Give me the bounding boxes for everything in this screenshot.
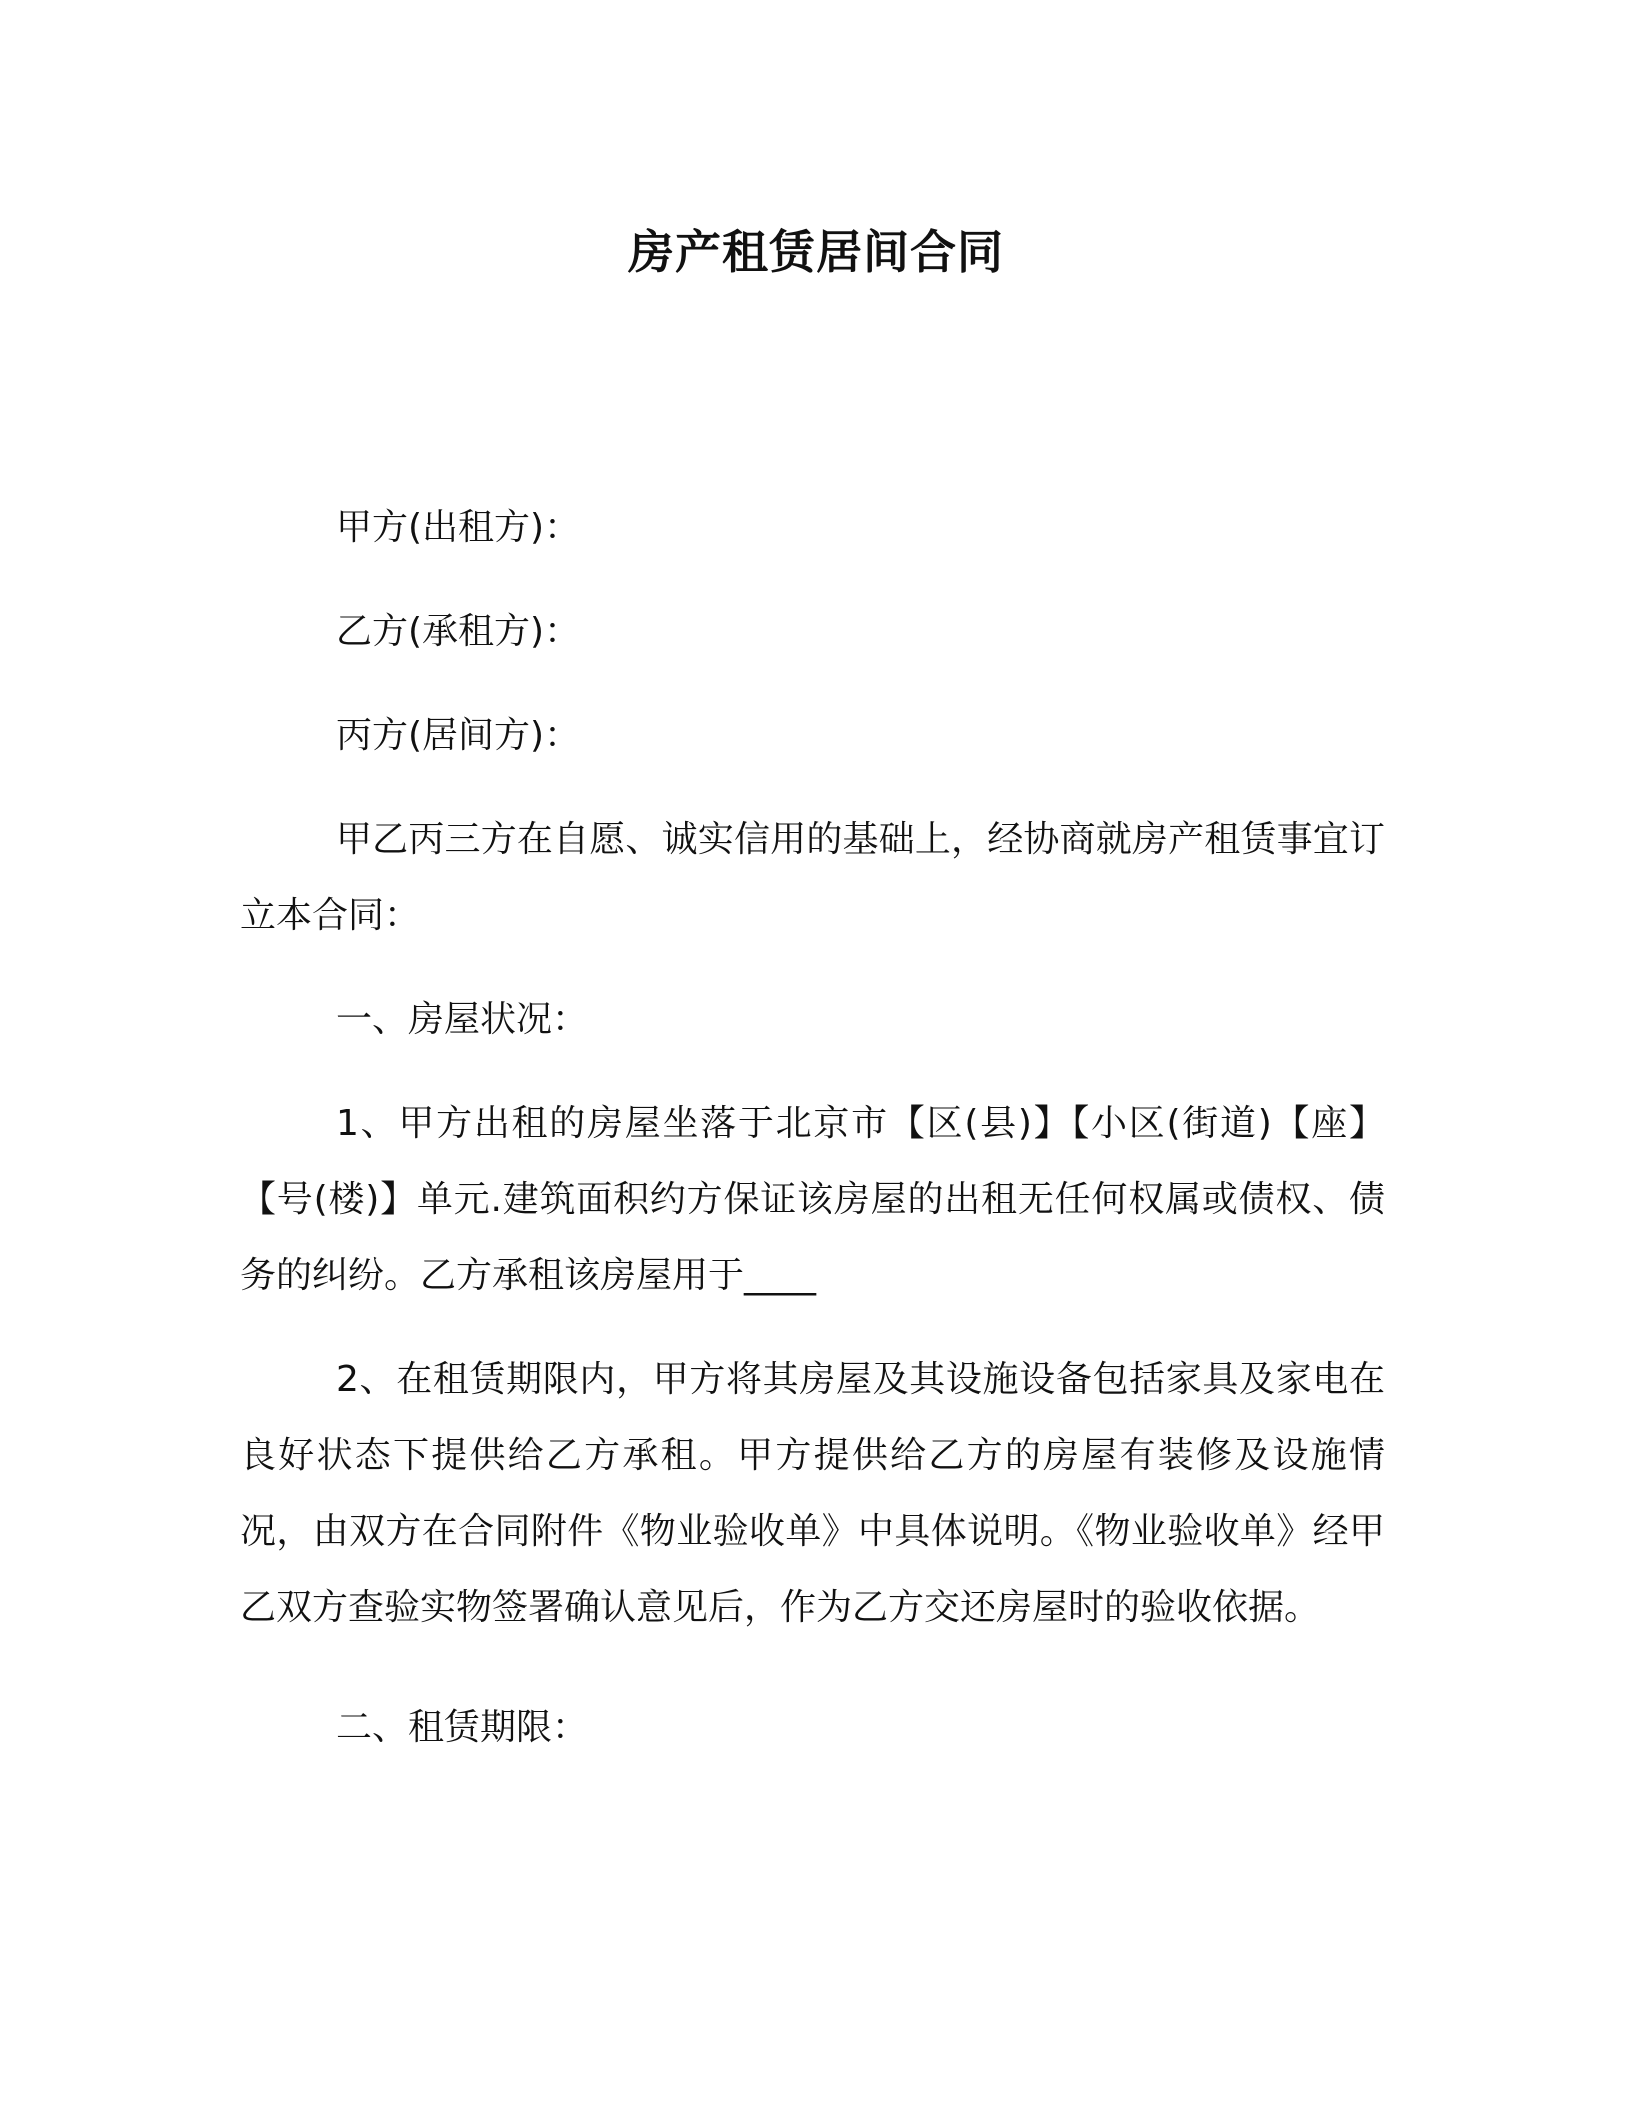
document-title: 房产租赁居间合同 <box>628 225 1004 279</box>
clause-1-1: 1、甲方出租的房屋坐落于北京市【区(县)】【小区(街道)【座】【号(楼)】单元.建筑面积约方保证该房屋的出租无任何权属或债权、债务的纠纷。乙方承租该房屋用于____ <box>240 1103 1385 1296</box>
section-2-heading: 二、租赁期限： <box>336 1707 589 1748</box>
preamble-paragraph: 甲乙丙三方在自愿、诚实信用的基础上，经协商就房产租赁事宜订立本合同： <box>240 819 1385 936</box>
party-b-line: 乙方(承租方)： <box>336 611 581 652</box>
party-a-line: 甲方(出租方)： <box>336 507 581 548</box>
party-c-line: 丙方(居间方)： <box>336 715 581 756</box>
document-body <box>240 490 1385 1794</box>
section-1-heading: 一、房屋状况： <box>336 999 589 1040</box>
clause-1-2: 2、在租赁期限内，甲方将其房屋及其设施设备包括家具及家电在良好状态下提供给乙方承租。甲方提供给乙方的房屋有装修及设施情况，由双方在合同附件《物业验收单》中具体说明。《物业验收单》经甲乙双方查验实物签署确认意见后，作为乙方交还房屋时的验收依据。 <box>240 1359 1385 1628</box>
